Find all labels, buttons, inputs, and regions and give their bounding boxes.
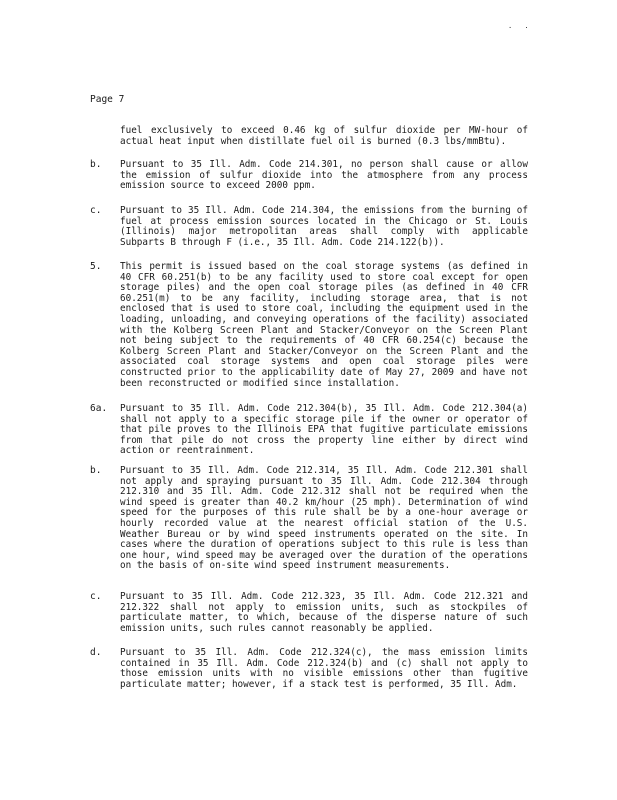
paragraph-text: Pursuant to 35 Ill. Adm. Code 212.314, 35 Ill. Adm. Code 212.301 shall not apply and spraying pursuant to 35 Ill. Adm. Code 212.304 through 212.310 and 35 Ill. Adm. Code 212.312 shall not be required when the wind speed is greater than 40.2 km/hour (25 mph). Determination of wind speed for the purposes of this rule shall be by a one-hour average or hourly recorded value at the nearest official station of the U.S. Weather Bureau or by wind speed instruments operated on the site. In cases where the duration of operations subject to this rule is less than one hour, wind speed may be averaged over the duration of the operations on the basis of on-site wind speed instrument measurements. xyxy=(120,465,528,572)
paragraph-text: Pursuant to 35 Ill. Adm. Code 212.324(c), the mass emission limits contained in 35 Ill. Adm. Code 212.324(b) and (c) shall not apply to those emission units with no visible emissions other than fugitive particulate matter; however, if a stack test is performed, 35 Ill. Adm. xyxy=(120,647,528,690)
paragraph-text: Pursuant to 35 Ill. Adm. Code 212.304(b), 35 Ill. Adm. Code 212.304(a) shall not apply to a specific storage pile if the owner or operator of that pile proves to the Illinois EPA that fugitive particulate emissions from that pile do not cross the property line either by direct wind action or reentrainment. xyxy=(120,403,528,457)
page-number: Page 7 xyxy=(90,94,125,105)
paragraph-label: d. xyxy=(90,647,102,658)
paragraph-label: c. xyxy=(90,205,102,216)
paragraph-label: c. xyxy=(90,591,102,602)
paragraph-text: Pursuant to 35 Ill. Adm. Code 212.323, 35 Ill. Adm. Code 212.321 and 212.322 shall not apply to emission units, such as stockpiles of particulate matter, to which, because of the disperse nature of such emission units, such rules cannot reasonably be applied. xyxy=(120,591,528,634)
corner-mark: . . xyxy=(508,22,533,30)
paragraph-label: 6a. xyxy=(90,403,108,414)
paragraph-label: 5. xyxy=(90,261,102,272)
paragraph-text: This permit is issued based on the coal storage systems (as defined in 40 CFR 60.251(b) to be any facility used to store coal except for open storage piles) and the open coal storage piles (as defined in 40 CFR 60.251(m) to be any facility, including storage area, that is not enclosed that is used to store coal, including the equipment used in the loading, unloading, and conveying operations of the facility) associated with the Kolberg Screen Plant and Stacker/Conveyor on the Screen Plant not being subject to the requirements of 40 CFR 60.254(c) because the Kolberg Screen Plant and Stacker/Conveyor on the Screen Plant and the associated coal storage systems and open coal storage piles were constructed prior to the applicability date of May 27, 2009 and have not been reconstructed or modified since installation. xyxy=(120,261,528,389)
paragraph-text: Pursuant to 35 Ill. Adm. Code 214.304, the emissions from the burning of fuel at process emission sources located in the Chicago or St. Louis (Illinois) major metropolitan areas shall comply with applicable Subparts B through F (i.e., 35 Ill. Adm. Code 214.122(b)). xyxy=(120,205,528,248)
paragraph-label: b. xyxy=(90,159,102,170)
paragraph-label: b. xyxy=(90,465,102,476)
paragraph-text: Pursuant to 35 Ill. Adm. Code 214.301, no person shall cause or allow the emission of sulfur dioxide into the atmosphere from any process emission source to exceed 2000 ppm. xyxy=(120,159,528,192)
paragraph-text: fuel exclusively to exceed 0.46 kg of sulfur dioxide per MW-hour of actual heat input when distillate fuel oil is burned (0.3 lbs/mmBtu). xyxy=(120,125,528,147)
